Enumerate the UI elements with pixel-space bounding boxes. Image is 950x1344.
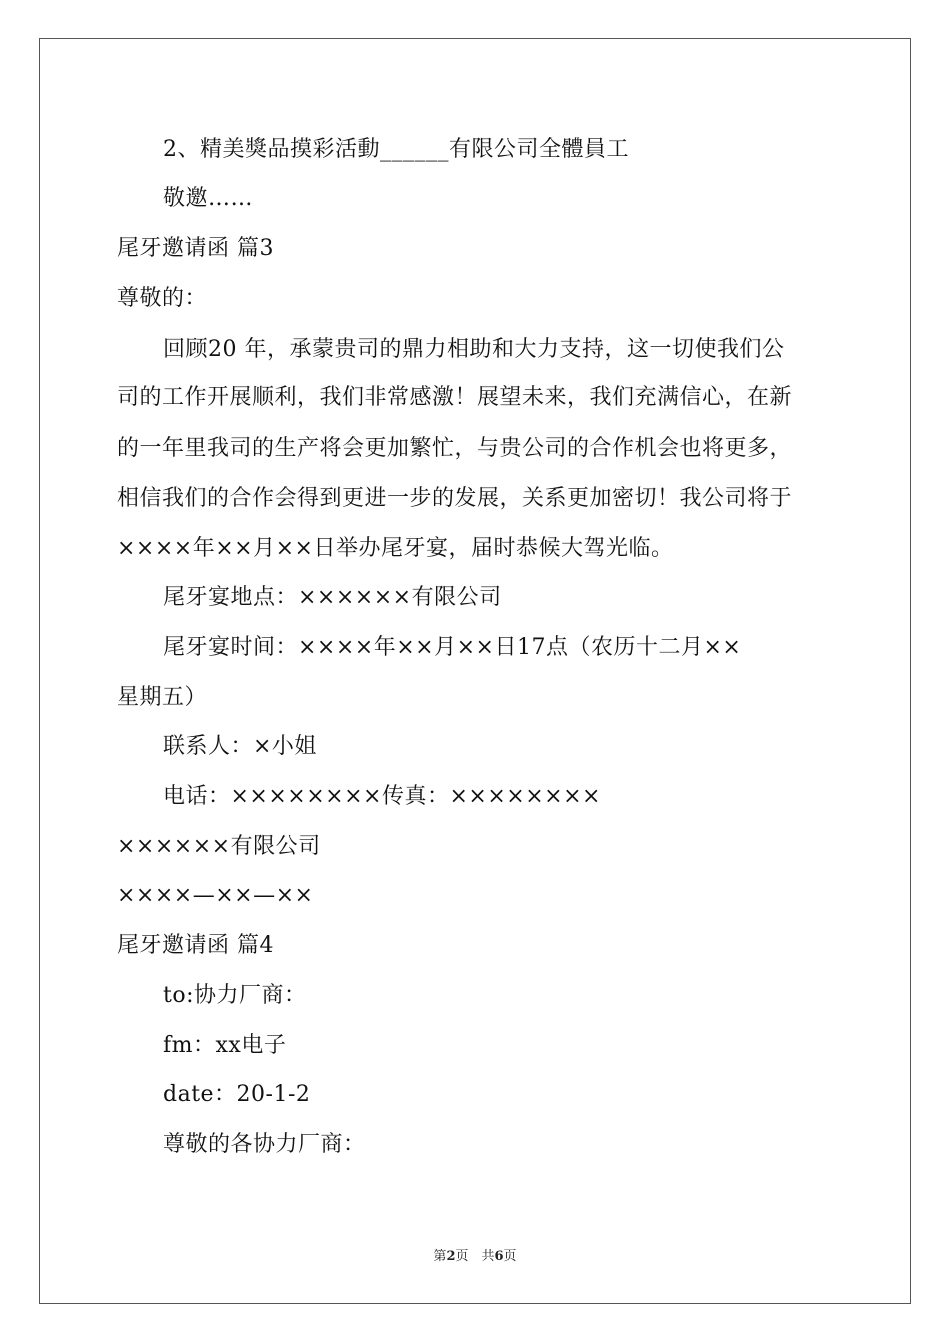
time-line-continued: 星期五） bbox=[117, 685, 208, 710]
total-page-number: 6 bbox=[494, 1249, 504, 1264]
salutation-suppliers: 尊敬的各协力厂商： bbox=[163, 1132, 366, 1157]
section-heading-3: 尾牙邀请函 篇3 bbox=[117, 236, 274, 261]
page-mid: 页 共 bbox=[455, 1249, 495, 1264]
company-signature: ××××××有限公司 bbox=[117, 834, 321, 859]
section-heading-4: 尾牙邀请函 篇4 bbox=[117, 933, 274, 958]
from-line: fm：xx电子 bbox=[163, 1033, 287, 1058]
page-suffix: 页 bbox=[503, 1249, 517, 1264]
phone-fax-line: 电话：××××××××传真：×××××××× bbox=[163, 784, 601, 809]
body-paragraph-line: 的一年里我司的生产将会更加繁忙，与贵公司的合作机会也将更多， bbox=[117, 436, 793, 461]
body-paragraph-line: ××××年××月××日举办尾牙宴，届时恭候大驾光临。 bbox=[117, 536, 674, 561]
closing-invite-line: 敬邀…… bbox=[163, 186, 254, 211]
prize-activity-line: 2、精美獎品摸彩活動______有限公司全體員工 bbox=[163, 137, 629, 162]
contact-line: 联系人：×小姐 bbox=[163, 734, 317, 759]
venue-line: 尾牙宴地点：××××××有限公司 bbox=[163, 585, 502, 610]
to-line: to:协力厂商： bbox=[163, 983, 307, 1008]
page-prefix: 第 bbox=[433, 1249, 447, 1264]
date-signature: ××××—××—×× bbox=[117, 883, 314, 908]
page-border bbox=[39, 38, 911, 1304]
page-number-footer bbox=[0, 1248, 950, 1266]
body-paragraph-line: 相信我们的合作会得到更进一步的发展，关系更加密切！我公司将于 bbox=[117, 486, 793, 511]
salutation: 尊敬的： bbox=[117, 286, 208, 311]
time-line: 尾牙宴时间：××××年××月××日17点（农历十二月×× bbox=[163, 635, 742, 660]
body-paragraph-line: 回顾20 年，承蒙贵司的鼎力相助和大力支持，这一切使我们公 bbox=[163, 337, 785, 362]
body-paragraph-line: 司的工作开展顺利，我们非常感激！展望未来，我们充满信心，在新 bbox=[117, 385, 793, 410]
current-page-number: 2 bbox=[446, 1249, 456, 1264]
date-line: date：20-1-2 bbox=[163, 1082, 311, 1107]
